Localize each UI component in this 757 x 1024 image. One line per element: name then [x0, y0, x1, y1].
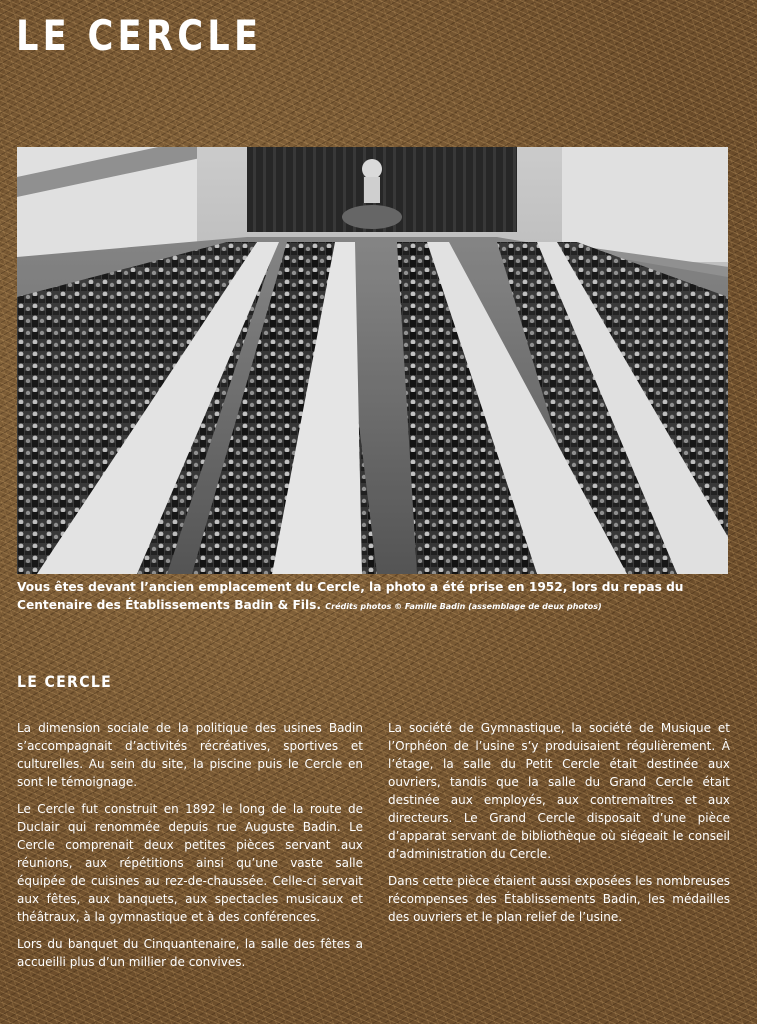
paragraph: La société de Gymnastique, la société de Musique et l’Orphéon de l’usine s’y produisaient régulièrement. À l’étage, la salle du Petit Cercle était destinée aux ouvriers, tandis que la salle du Grand Cercle était destinée aux employés, aux contremaîtres et aux directeurs. Le Grand Cercle disposait d’une pièce d’apparat servant de bibliothèque où siégeait le conseil d’administration du Cercle.: [388, 721, 730, 861]
paragraph: La dimension sociale de la politique des usines Badin s’accompagnait d’activités récréatives, sportives et culturelles. Au sein du site, la piscine puis le Cercle en sont le témoignage.: [17, 721, 363, 789]
banquet-photo: [17, 147, 728, 574]
text-column-left: [17, 719, 363, 980]
photo-credit: Crédits photos © Famille Badin (assemblage de deux photos): [325, 602, 602, 611]
text-column-right: [388, 719, 730, 935]
photo-caption: [17, 578, 732, 616]
section-title: LE CERCLE: [17, 672, 113, 691]
paragraph: Dans cette pièce étaient aussi exposées les nombreuses récompenses des Établissements Badin, les médailles des ouvriers et le plan relief de l’usine.: [388, 874, 730, 924]
paragraph: Le Cercle fut construit en 1892 le long de la route de Duclair qui renommée depuis rue Auguste Badin. Le Cercle comprenait deux petites pièces servant aux réunions, aux répétitions ainsi qu’une vaste salle équipée de cuisines au rez-de-chaussée. Celle-ci servait aux fêtes, aux banquets, aux spectacles musicaux et théâtraux, à la gymnastique et à des conférences.: [17, 802, 363, 924]
caption-text: Vous êtes devant l’ancien emplacement du Cercle, la photo a été prise en 1952, lors du repas du Centenaire des Établissements Badin & Fils.: [17, 580, 684, 612]
paragraph: Lors du banquet du Cinquantenaire, la salle des fêtes a accueilli plus d’un millier de convives.: [17, 937, 363, 969]
page-title: LE CERCLE: [16, 11, 263, 60]
